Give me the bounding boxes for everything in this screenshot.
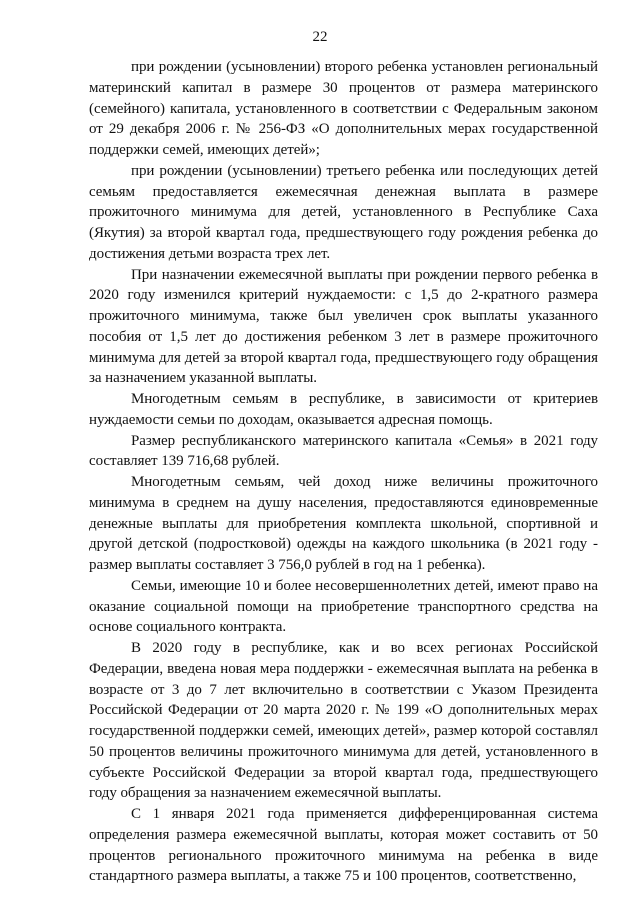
paragraph-child-3-7-payment: В 2020 году в республике, как и во всех регионах Российской Федерации, введена новая мера поддержки - ежемесячная выплата на ребенка в возрасте от 3 до 7 лет включительно в соответствии с Указом Президента Российской Федерации от 20 марта 2020 г. № 199 «О дополнительных мерах государственной поддержки семей, имеющих детей», размер которой составлял 50 процентов величины прожиточного минимума для детей, установленного в субъекте Российской Федерации за второй квартал года, предшествующего году обращения за назначением ежемесячной выплаты.	[89, 640, 598, 802]
document-body	[89, 57, 598, 887]
paragraph-third-child-payment: при рождении (усыновлении) третьего ребенка или последующих детей семьям предоставляется ежемесячная денежная выплата в размере прожиточного минимума для детей, установленного в Республике Саха (Якутия) за второй квартал года, предшествующего году рождения ребенка до достижения детьми возраста трех лет.	[89, 162, 598, 262]
page-number: 22	[312, 29, 328, 45]
paragraph-second-child-capital: при рождении (усыновлении) второго ребенка установлен региональный материнский капитал в размере 30 процентов от размера материнского (семейного) капитала, установленного в соответствии с Федеральным законом от 29 декабря 2006 г. № 256-ФЗ «О дополнительных мерах государственной поддержки семей, имеющих детей»;	[89, 59, 598, 158]
paragraph-school-clothing-payment: Многодетным семьям, чей доход ниже величины прожиточного минимума в среднем на душу населения, предоставляются единовременные денежные выплаты для приобретения комплекта школьной, спортивной и другой детской (подростковой) одежды на каждого школьника (в 2021 году - размер выплаты составляет 3 756,0 рублей в год на 1 ребенка).	[89, 474, 598, 573]
paragraph-vehicle-assistance: Семьи, имеющие 10 и более несовершеннолетних детей, имеют право на оказание социальной помощи на приобретение транспортного средства на основе социального контракта.	[89, 577, 598, 636]
paragraph-differentiated-system: С 1 января 2021 года применяется дифференцированная система определения размера ежемесячной выплаты, которая может составить от 50 процентов регионального прожиточного минимума на ребенка в виде стандартного размера выплаты, а также 75 и 100 процентов, соответственно,	[89, 806, 598, 885]
paragraph-family-capital-amount: Размер республиканского материнского капитала «Семья» в 2021 году составляет 139 716,68 рублей.	[89, 432, 598, 470]
paragraph-first-child-criteria: При назначении ежемесячной выплаты при рождении первого ребенка в 2020 году изменился критерий нуждаемости: с 1,5 до 2-кратного размера прожиточного минимума, также был увеличен срок выплаты указанного пособия от 1,5 лет до достижения ребенком 3 лет в размере прожиточного минимума для детей за второй квартал года, предшествующего году обращения за назначением указанной выплаты.	[89, 266, 598, 387]
paragraph-targeted-assistance: Многодетным семьям в республике, в зависимости от критериев нуждаемости семьи по доходам, оказывается адресная помощь.	[89, 391, 598, 428]
